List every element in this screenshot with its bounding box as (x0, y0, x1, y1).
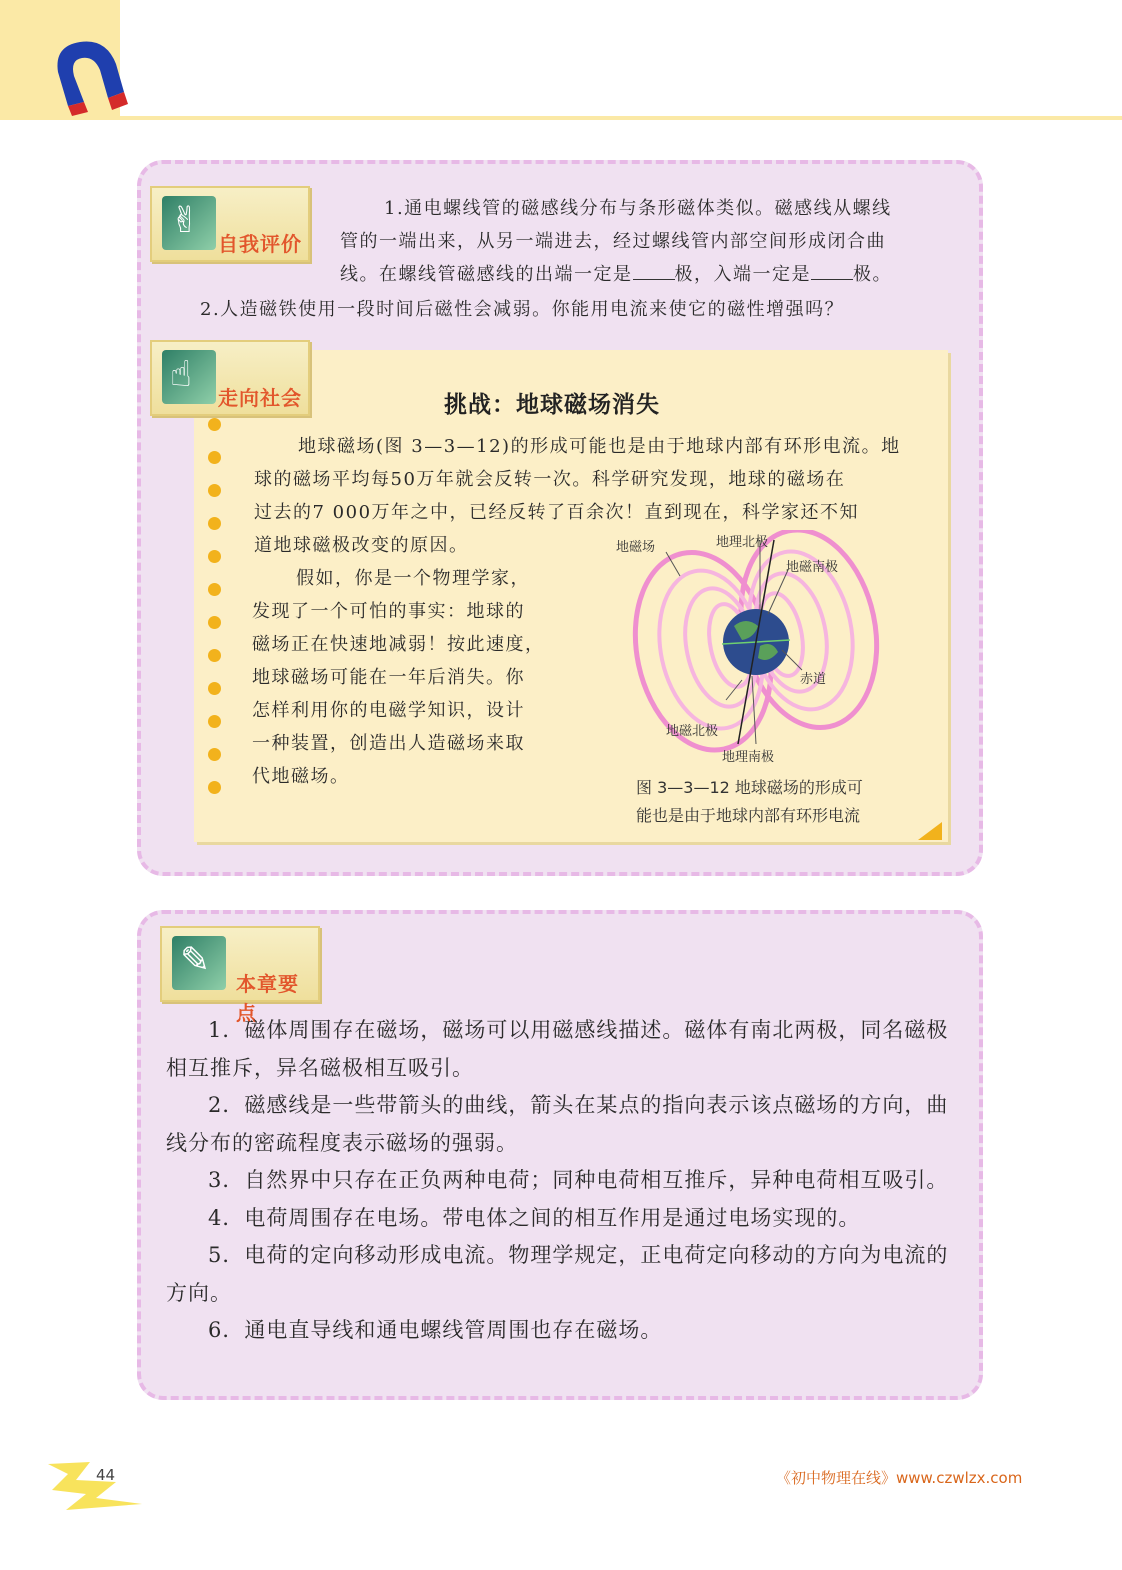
key-points-label: 本章要点 (236, 972, 299, 1025)
society-label: 走向社会 (218, 386, 302, 410)
q1-line-2: 管的一端出来，从另一端进去，经过螺线管内部空间形成闭合曲 (340, 231, 886, 252)
key-point-item: 2．磁感线是一些带箭头的曲线，箭头在某点的指向表示该点磁场的方向，曲线分布的密疏程度表示磁场的强弱。 (166, 1093, 949, 1155)
key-point-item: 5．电荷的定向移动形成电流。物理学规定，正电荷定向移动的方向为电流的方向。 (166, 1243, 949, 1305)
hand-victory-icon: ✌ (162, 196, 216, 250)
challenge-title: 挑战：地球磁场消失 (444, 392, 660, 418)
key-point-item: 1．磁体周围存在磁场，磁场可以用磁感线描述。磁体有南北两极，同名磁极相互推斥，异名磁极相互吸引。 (166, 1018, 949, 1080)
dot-icon (208, 484, 221, 497)
q1-line-1: 1.通电螺线管的磁感线分布与条形磁体类似。磁感线从螺线 (384, 198, 892, 219)
dot-icon (208, 517, 221, 530)
dot-icon (208, 583, 221, 596)
para2-line-2: 发现了一个可怕的事实：地球的 (252, 601, 525, 622)
q1-line-3 (340, 258, 892, 291)
dot-icon (208, 715, 221, 728)
page-number: 44 (96, 1466, 116, 1484)
key-point-item: 6．通电直导线和通电螺线管周围也存在磁场。 (208, 1318, 663, 1342)
hand-pointing-icon: ☝ (162, 350, 216, 404)
label-geographic-south: 地理南极 (722, 750, 775, 765)
q1-line-3a: 线。在螺线管磁感线的出端一定是 (340, 264, 633, 285)
caption-line-2: 能也是由于地球内部有环形电流 (636, 806, 861, 825)
para2-line-3: 磁场正在快速地减弱！按此速度， (252, 634, 545, 655)
dot-icon (208, 418, 221, 431)
para1-line-1: 地球磁场(图 3—3—12)的形成可能也是由于地球内部有环形电流。地 (298, 436, 901, 457)
label-geographic-north: 地理北极 (716, 535, 769, 550)
q1-line-3b: 极，入端一定是 (674, 264, 811, 285)
dot-icon (208, 616, 221, 629)
answer-blank-2[interactable] (811, 261, 853, 280)
self-eval-tag (150, 186, 310, 262)
label-magnetic-north: 地磁北极 (666, 724, 719, 739)
para1-line-4: 道地球磁极改变的原因。 (254, 535, 469, 556)
q1-line-3c: 极。 (853, 264, 892, 285)
caption-line-1: 图 3—3—12 地球磁场的形成可 (636, 778, 863, 797)
header-rule (120, 116, 1122, 120)
panel-corner-decoration (918, 822, 942, 840)
figure-caption (636, 774, 926, 830)
key-points-list (166, 1012, 956, 1350)
para2-line-7: 代地磁场。 (252, 766, 350, 787)
para1-line-3: 过去的7 000万年之中，已经反转了百余次！直到现在，科学家还不知 (254, 502, 860, 523)
key-point-item: 3．自然界中只存在正负两种电荷；同种电荷相互推斥，异种电荷相互吸引。 (208, 1168, 949, 1192)
key-points-tag (160, 926, 320, 1025)
label-magnetic-south: 地磁南极 (786, 560, 839, 575)
dot-icon (208, 451, 221, 464)
para2-line-5: 怎样利用你的电磁学知识，设计 (252, 700, 525, 721)
self-eval-label: 自我评价 (218, 232, 302, 256)
society-tag (150, 340, 310, 416)
label-geomagnetic-field: 地磁场 (616, 540, 656, 555)
earth-magnetic-field-figure (606, 530, 906, 770)
para2-line-6: 一种装置，创造出人造磁场来取 (252, 733, 525, 754)
label-equator: 赤道 (800, 672, 827, 687)
para2-line-4: 地球磁场可能在一年后消失。你 (252, 667, 525, 688)
dot-icon (208, 748, 221, 761)
dot-icon (208, 649, 221, 662)
para1-line-2: 球的磁场平均每50万年就会反转一次。科学研究发现，地球的磁场在 (254, 469, 846, 490)
para2-line-1: 假如，你是一个物理学家， (296, 568, 530, 589)
key-point-item: 4．电荷周围存在电场。带电体之间的相互作用是通过电场实现的。 (208, 1205, 861, 1230)
dot-icon (208, 682, 221, 695)
dot-icon (208, 550, 221, 563)
footer-brand[interactable]: 《初中物理在线》www.czwlzx.com (776, 1469, 1023, 1487)
q2-text: 2.人造磁铁使用一段时间后磁性会减弱。你能用电流来使它的磁性增强吗？ (200, 299, 845, 320)
answer-blank-1[interactable] (633, 261, 675, 280)
horseshoe-magnet-icon (50, 36, 130, 116)
decorative-dots (208, 418, 228, 814)
dot-icon (208, 781, 221, 794)
book-page-icon: ✎ (172, 936, 226, 990)
